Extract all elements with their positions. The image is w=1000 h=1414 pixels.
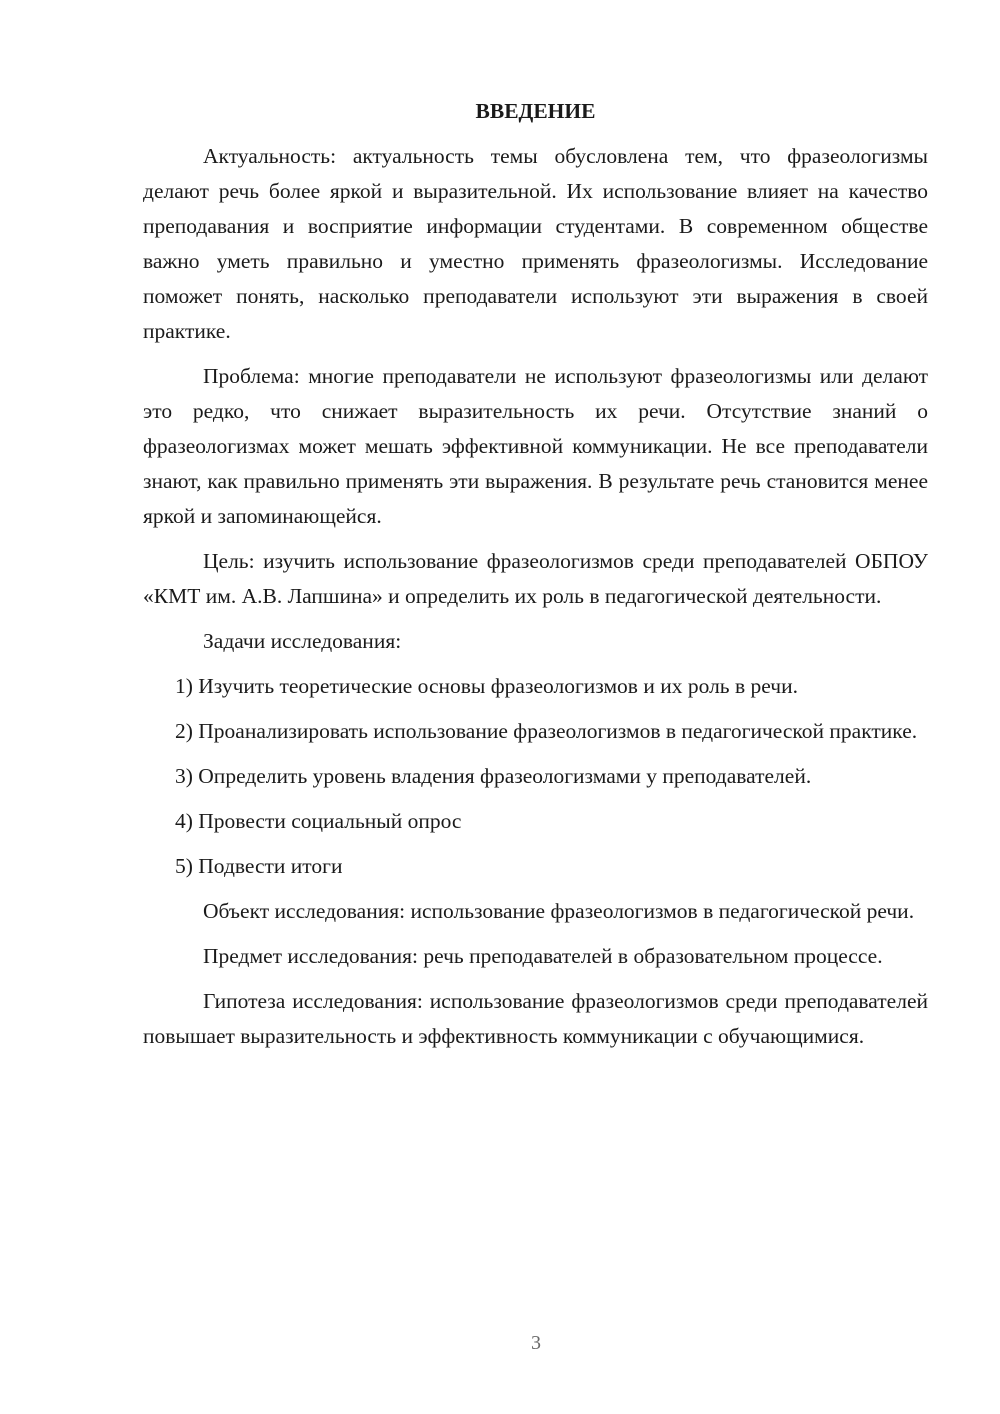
page-number: 3: [531, 1332, 541, 1354]
object-paragraph: Объект исследования: использование фразеологизмов в педагогической речи.: [203, 899, 915, 923]
task-item-1: 1) Изучить теоретические основы фразеологизмов и их роль в речи.: [175, 674, 798, 698]
tasks-heading: Задачи исследования:: [203, 629, 402, 653]
relevance-paragraph: Актуальность: актуальность темы обусловлена тем, что фразеологизмы делают речь более яркой и выразительной. Их использование влияет на качество преподавания и восприятие информации студентами. В современном обществе важно уметь правильно и уместно применять фразеологизмы. Исследование поможет понять, насколько преподаватели используют эти выражения в своей практике.: [143, 144, 928, 343]
task-item-3: 3) Определить уровень владения фразеологизмами у преподавателей.: [175, 764, 812, 788]
hypothesis-paragraph: Гипотеза исследования: использование фразеологизмов среди преподавателей повышает выразительность и эффективность коммуникации с обучающимися.: [143, 989, 928, 1048]
subject-paragraph: Предмет исследования: речь преподавателей в образовательном процессе.: [203, 944, 883, 968]
task-item-2: 2) Проанализировать использование фразеологизмов в педагогической практике.: [175, 719, 918, 743]
task-item-5: 5) Подвести итоги: [175, 854, 343, 878]
page-title: ВВЕДЕНИЕ: [475, 99, 596, 123]
problem-paragraph: Проблема: многие преподаватели не используют фразеологизмы или делают это редко, что снижает выразительность их речи. Отсутствие знаний о фразеологизмах может мешать эффективной коммуникации. Не все преподаватели знают, как правильно применять эти выражения. В результате речь становится менее яркой и запоминающейся.: [143, 364, 928, 528]
task-item-4: 4) Провести социальный опрос: [175, 809, 462, 833]
page-body: [143, 94, 928, 1064]
goal-paragraph: Цель: изучить использование фразеологизмов среди преподавателей ОБПОУ «КМТ им. А.В. Лапшина» и определить их роль в педагогической деятельности.: [143, 549, 928, 608]
